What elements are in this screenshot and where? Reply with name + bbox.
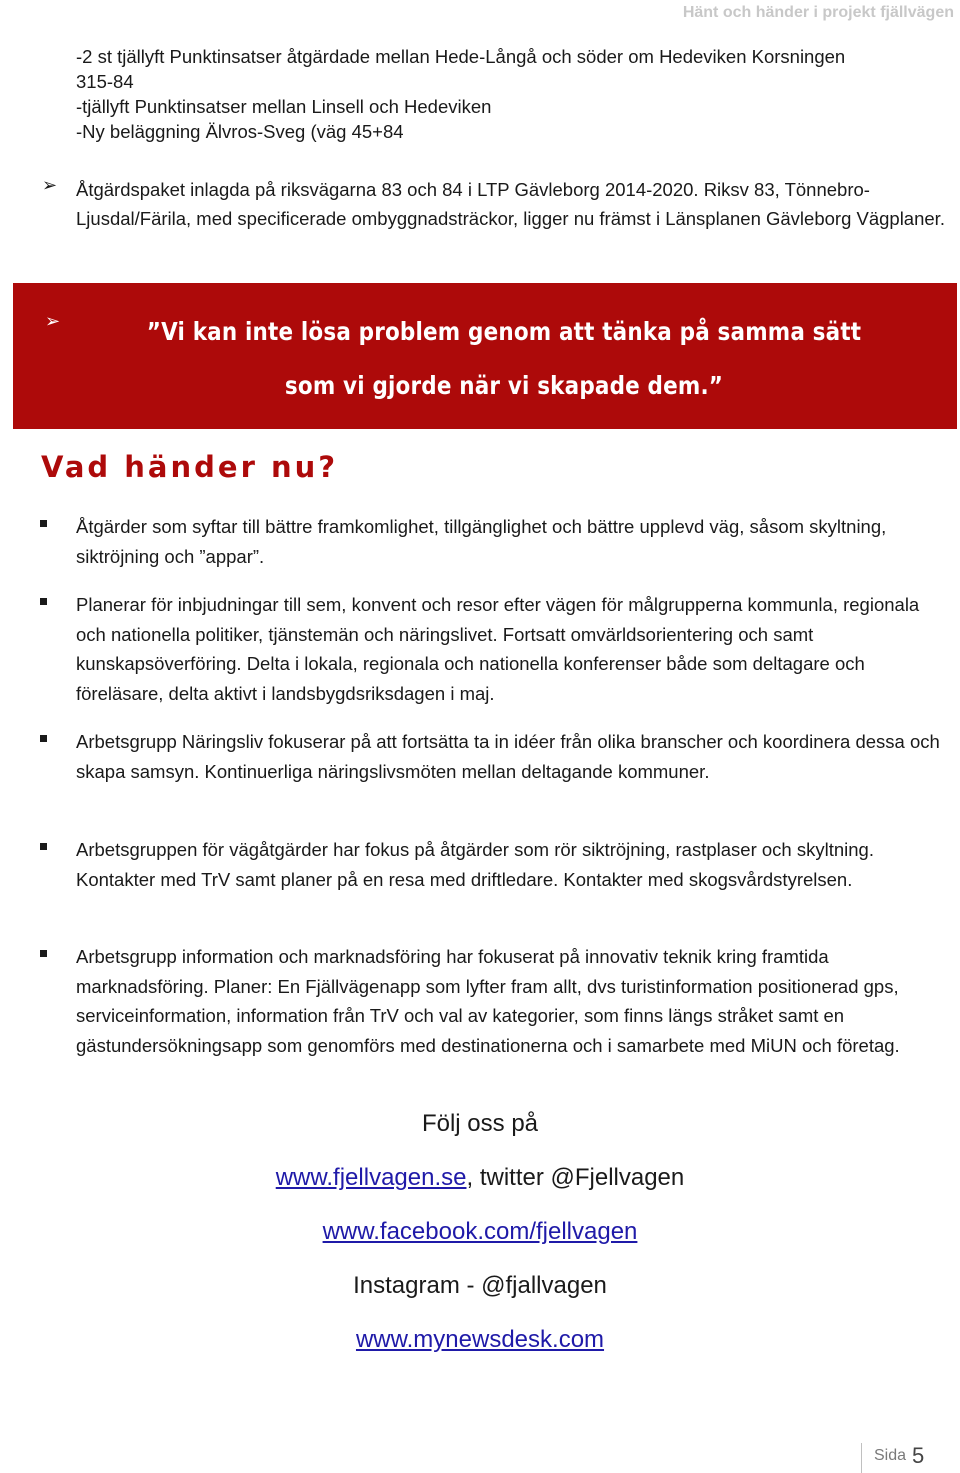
- newsdesk-link[interactable]: www.mynewsdesk.com: [355, 1326, 605, 1353]
- list-item-text: Planerar för inbjudningar till sem, konvent och resor efter vägen för målgrupperna kommunla, regionala och nationella politiker, tjänstemän och näringslivet. Fortsatt omvärldsorientering och samt kunskapsöverföring. Delta i lokala, regionala och nationella konferenser både som deltagare och föreläsare, delta aktivt i landsbygdsriksdagen i maj.: [76, 594, 920, 704]
- intro-lines: [76, 44, 956, 144]
- square-bullet-icon: [40, 520, 47, 527]
- intro-line: 315-84: [76, 71, 134, 92]
- follow-heading: Följ oss på: [421, 1110, 539, 1137]
- page-label: Sida: [874, 1447, 907, 1464]
- arrow-item-text: Åtgärdspaket inlagda på riksvägarna 83 och 84 i LTP Gävleborg 2014-2020. Riksv 83, Tönnebro-Ljusdal/Färila, med specificerade ombyggnadsträckor, ligger nu främst i Länsplanen Gävleborg Vägplaner.: [76, 179, 945, 229]
- running-header: Hänt och händer i projekt fjällvägen: [682, 4, 954, 21]
- quote-banner: [13, 283, 957, 429]
- website-link[interactable]: www.fjellvagen.se: [275, 1164, 467, 1191]
- twitter-text: , twitter @Fjellvagen: [466, 1164, 685, 1191]
- list-item-text: Åtgärder som syftar till bättre framkomlighet, tillgänglighet och bättre upplevd väg, såsom skyltning, siktröjning och ”appar”.: [76, 516, 887, 567]
- follow-website-line: [0, 1164, 960, 1192]
- instagram-text: Instagram - @fjallvagen: [353, 1272, 607, 1299]
- page-footer: [861, 1443, 952, 1473]
- page-number: 5: [912, 1443, 925, 1468]
- square-bullet-icon: [40, 598, 47, 605]
- facebook-link[interactable]: www.facebook.com/fjellvagen: [322, 1218, 638, 1245]
- arrow-bullet-icon: ➢: [45, 311, 61, 331]
- follow-facebook-line: [0, 1218, 960, 1246]
- intro-line: -2 st tjällyft Punktinsatser åtgärdade mellan Hede-Långå och söder om Hedeviken Korsningen: [76, 46, 846, 67]
- quote-text: ”Vi kan inte lösa problem genom att tänka på samma sätt som vi gjorde när vi skapade dem.”: [146, 317, 862, 400]
- section-heading: Vad händer nu?: [41, 450, 339, 484]
- arrow-bullet-icon: ➢: [42, 175, 58, 195]
- list-item-text: Arbetsgrupp information och marknadsföring har fokuserat på innovativ teknik kring framtida marknadsföring. Planer: En Fjällvägenapp som lyfter fram allt, dvs turistinformation positionerad gps, serviceinformation, information från TrV och val av kategorier, som finns längs stråket samt en gästundersökningsapp som genomförs med destinationerna och i samarbete med MiUN och företag.: [76, 946, 900, 1056]
- list-item-text: Arbetsgruppen för vägåtgärder har fokus på åtgärder som rör siktröjning, rastplaser och skyltning. Kontakter med TrV samt planer på en resa med driftledare. Kontakter med skogsvårdstyrelsen.: [76, 839, 874, 890]
- list-item-text: Arbetsgrupp Näringsliv fokuserar på att fortsätta ta in idéer från olika branscher och koordinera dessa och skapa samsyn. Kontinuerliga näringslivsmöten mellan deltagande kommuner.: [76, 731, 940, 782]
- square-bullet-icon: [40, 735, 47, 742]
- square-bullet-icon: [40, 950, 47, 957]
- follow-newsdesk-line: [0, 1326, 960, 1354]
- square-bullet-icon: [40, 843, 47, 850]
- intro-line: -Ny beläggning Älvros-Sveg (väg 45+84: [76, 121, 404, 142]
- intro-line: -tjällyft Punktinsatser mellan Linsell och Hedeviken: [76, 96, 492, 117]
